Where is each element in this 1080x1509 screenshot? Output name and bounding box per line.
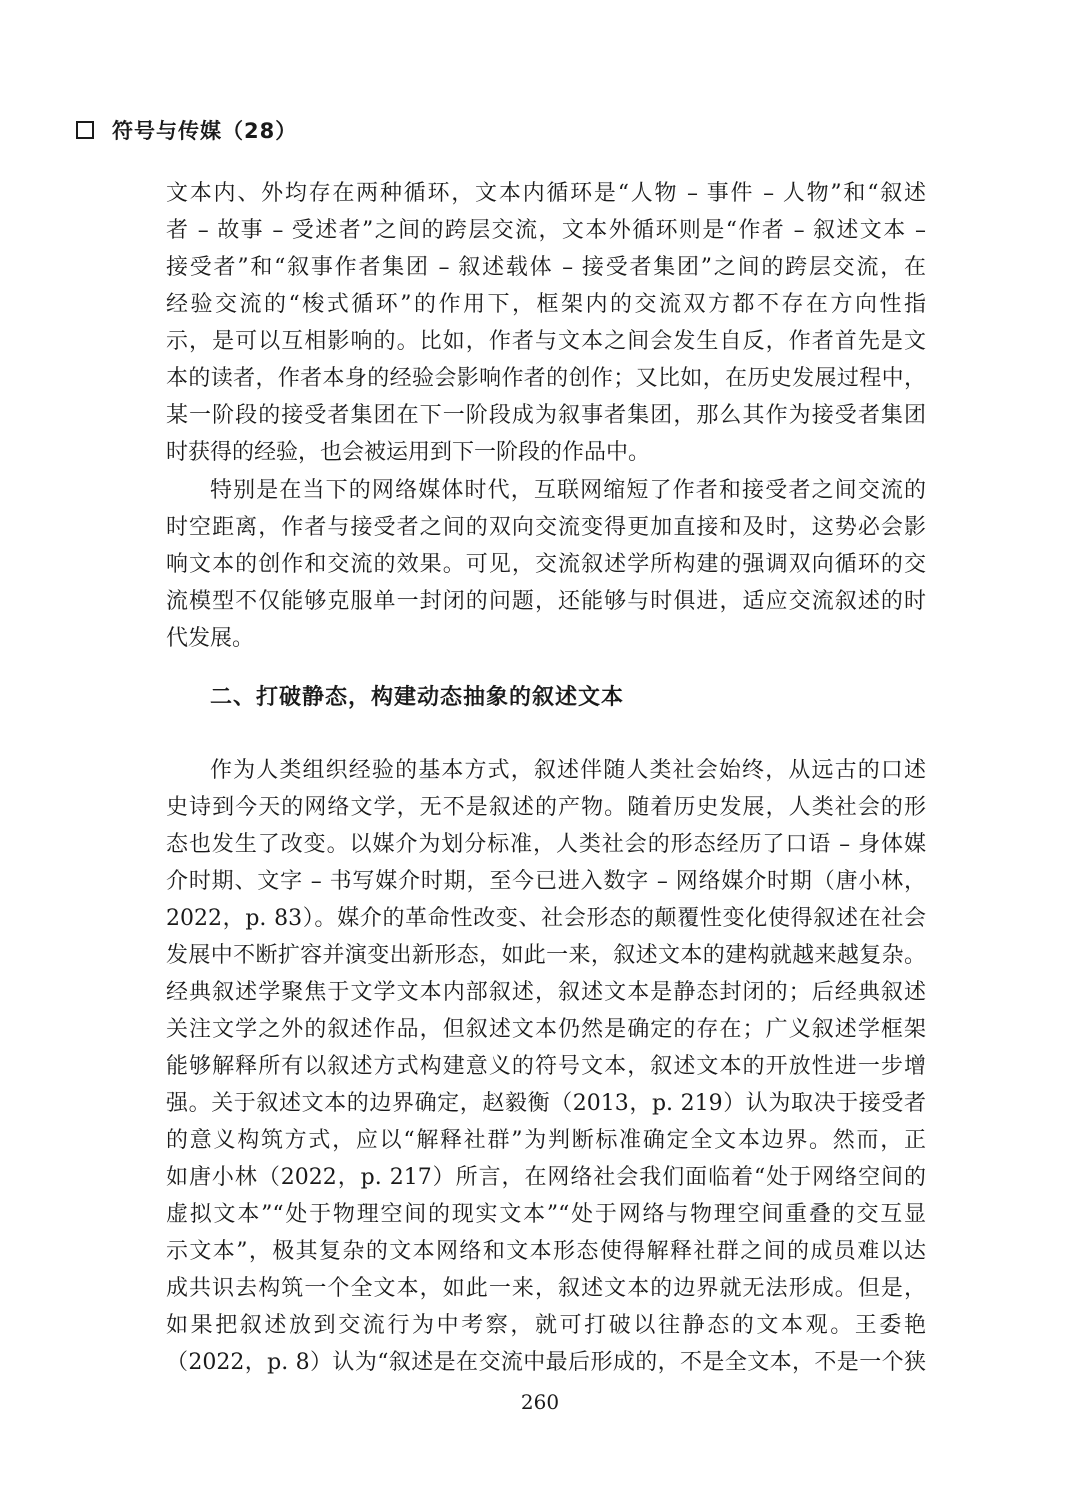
- text-line: 关注文学之外的叙述作品，但叙述文本仍然是确定的存在；广义叙述学框架: [166, 1017, 926, 1042]
- text-line: 者 – 故事 – 受述者”之间的跨层交流，文本外循环则是“作者 – 叙述文本 –: [166, 218, 926, 243]
- text-line: 流模型不仅能够克服单一封闭的问题，还能够与时俱进，适应交流叙述的时: [166, 589, 926, 614]
- text-line: 文本内、外均存在两种循环，文本内循环是“人物 – 事件 – 人物”和“叙述: [166, 181, 926, 206]
- header-title: 符号与传媒（28）: [112, 119, 298, 143]
- text-line: 时空距离，作者与接受者之间的双向交流变得更加直接和及时，这势必会影: [166, 515, 926, 540]
- text-line: 的意义构筑方式，应以“解释社群”为判断标准确定全文本边界。然而，正: [166, 1128, 926, 1153]
- paragraph-1: [166, 175, 926, 471]
- text-line: 经验交流的“梭式循环”的作用下，框架内的交流双方都不存在方向性指: [166, 292, 926, 317]
- page-number: 260: [520, 1390, 560, 1414]
- text-line: 特别是在当下的网络媒体时代，互联网缩短了作者和接受者之间交流的: [210, 478, 926, 503]
- text-line: 示文本”，极其复杂的文本网络和文本形态使得解释社群之间的成员难以达: [166, 1239, 926, 1264]
- text-line: 发展中不断扩容并演变出新形态，如此一来，叙述文本的建构就越来越复杂。: [166, 943, 926, 968]
- text-line: 接受者”和“叙事作者集团 – 叙述载体 – 接受者集团”之间的跨层交流，在: [166, 255, 926, 280]
- text-line: （2022，p. 8）认为“叙述是在交流中最后形成的，不是全文本，不是一个狭: [166, 1350, 926, 1375]
- text-line: 示，是可以互相影响的。比如，作者与文本之间会发生自反，作者首先是文: [166, 329, 926, 354]
- text-line: 成共识去构筑一个全文本，如此一来，叙述文本的边界就无法形成。但是，: [166, 1276, 926, 1301]
- text-line: 介时期、文字 – 书写媒介时期，至今已进入数字 – 网络媒介时期（唐小林，: [166, 869, 926, 894]
- text-line: 史诗到今天的网络文学，无不是叙述的产物。随着历史发展，人类社会的形: [166, 795, 926, 820]
- text-line: 某一阶段的接受者集团在下一阶段成为叙事者集团，那么其作为接受者集团: [166, 403, 926, 428]
- text-line: 代发展。: [166, 626, 255, 651]
- text-line: 如果把叙述放到交流行为中考察，就可打破以往静态的文本观。王委艳: [166, 1313, 926, 1338]
- text-line: 强。关于叙述文本的边界确定，赵毅衡（2013，p. 219）认为取决于接受者: [166, 1091, 926, 1116]
- running-header: [76, 112, 297, 148]
- text-line: 如唐小林（2022，p. 217）所言，在网络社会我们面临着“处于网络空间的: [166, 1165, 926, 1190]
- text-line: 2022，p. 83）。媒介的革命性改变、社会形态的颠覆性变化使得叙述在社会: [166, 906, 926, 931]
- text-line: 虚拟文本”“处于物理空间的现实文本”“处于网络与物理空间重叠的交互显: [166, 1202, 926, 1227]
- text-line: 响文本的创作和交流的效果。可见，交流叙述学所构建的强调双向循环的交: [166, 552, 926, 577]
- paragraph-3: [166, 752, 926, 1381]
- text-line: 作为人类组织经验的基本方式，叙述伴随人类社会始终，从远古的口述: [210, 758, 926, 783]
- section-heading: 二、打破静态，构建动态抽象的叙述文本: [210, 685, 625, 710]
- text-line: 态也发生了改变。以媒介为划分标准，人类社会的形态经历了口语 – 身体媒: [166, 832, 926, 857]
- text-line: 本的读者，作者本身的经验会影响作者的创作；又比如，在历史发展过程中，: [166, 366, 926, 391]
- text-line: 经典叙述学聚焦于文学文本内部叙述，叙述文本是静态封闭的；后经典叙述: [166, 980, 926, 1005]
- paragraph-2: [166, 472, 926, 657]
- text-line: 能够解释所有以叙述方式构建意义的符号文本，叙述文本的开放性进一步增: [166, 1054, 926, 1079]
- header-square-icon: [76, 121, 94, 139]
- text-line: 时获得的经验，也会被运用到下一阶段的作品中。: [166, 440, 651, 465]
